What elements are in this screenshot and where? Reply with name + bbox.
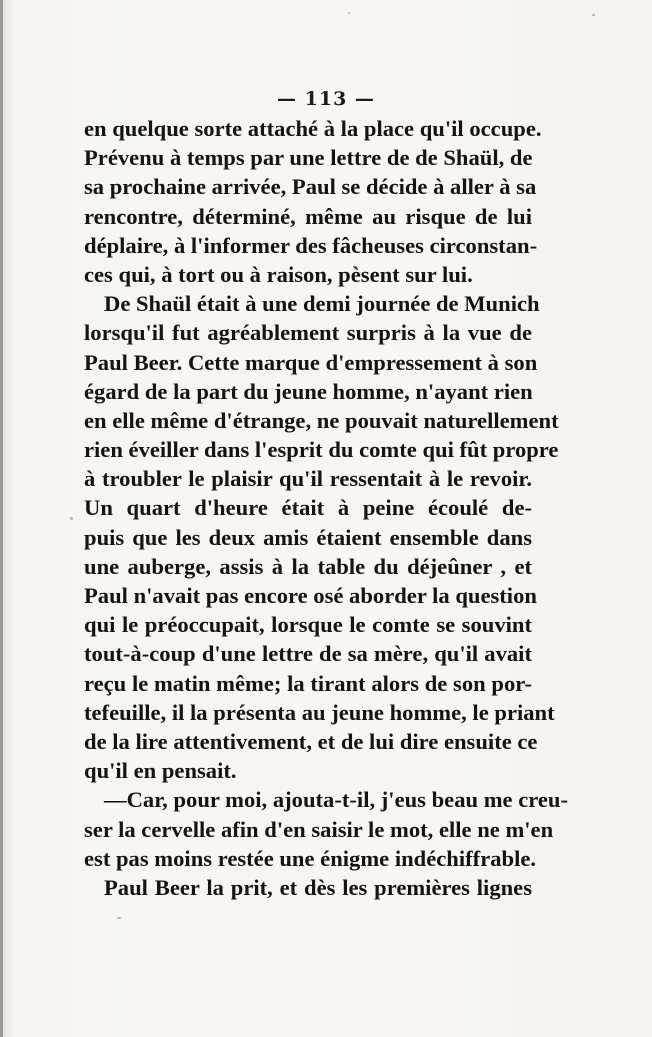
paper-speck bbox=[592, 14, 595, 16]
body-text bbox=[84, 114, 568, 902]
text-line: rien éveiller dans l'esprit du comte qui fût propre bbox=[84, 437, 559, 463]
page-number: — 113 — bbox=[277, 88, 375, 110]
text-line: lorsqu'il fut agréablement surpris à la vue de bbox=[84, 320, 532, 346]
text-line: —Car, pour moi, ajouta-t-il, j'eus beau me creu- bbox=[104, 787, 568, 813]
text-line: reçu le matin même; la tirant alors de son por- bbox=[84, 670, 532, 696]
text-line: Paul Beer la prit, et dès les premières lignes bbox=[104, 874, 532, 900]
text-line: Paul Beer. Cette marque d'empressement à son bbox=[84, 349, 538, 375]
text-line: ces qui, à tort ou à raison, pèsent sur lui. bbox=[84, 261, 473, 287]
text-line: tout-à-coup d'une lettre de sa mère, qu'il avait bbox=[84, 641, 532, 667]
text-line: rencontre, déterminé, même au risque de lui bbox=[84, 203, 532, 229]
text-line: en elle même d'étrange, ne pouvait naturellement bbox=[84, 407, 559, 433]
text-line: Paul n'avait pas encore osé aborder la question bbox=[84, 583, 537, 608]
text-line: déplaire, à l'informer des fâcheuses circonstan- bbox=[84, 232, 538, 258]
page-binding-edge bbox=[0, 0, 3, 1037]
text-line: puis que les deux amis étaient ensemble dans bbox=[84, 524, 532, 550]
text-line: ser la cervelle afin d'en saisir le mot, elle ne m'en bbox=[84, 816, 554, 842]
text-line: qu'il en pensait. bbox=[84, 758, 237, 784]
paper-speck bbox=[117, 917, 121, 919]
text-line: en quelque sorte attaché à la place qu'il occupe. bbox=[84, 116, 542, 141]
text-line: une auberge, assis à la table du déjeûner , et bbox=[84, 553, 532, 579]
text-line: qui le préoccupait, lorsque le comte se souvint bbox=[84, 612, 532, 638]
text-line: de la lire attentivement, et de lui dire ensuite ce bbox=[84, 728, 538, 754]
text-line: est pas moins restée une énigme indéchiffrable. bbox=[84, 845, 537, 871]
text-line: sa prochaine arrivée, Paul se décide à aller à sa bbox=[84, 174, 537, 200]
text-line: Un quart d'heure était à peine écoulé de- bbox=[84, 495, 532, 521]
text-line: Prévenu à temps par une lettre de de Shaül, de bbox=[84, 145, 533, 171]
paper-speck bbox=[70, 517, 73, 520]
text-line: De Shaül était à une demi journée de Munich bbox=[104, 291, 540, 317]
text-line: à troubler le plaisir qu'il ressentait à le revoir. bbox=[84, 466, 532, 492]
text-line: égard de la part du jeune homme, n'ayant rien bbox=[84, 378, 533, 404]
text-line: tefeuille, il la présenta au jeune homme, le priant bbox=[84, 699, 555, 725]
paper-speck bbox=[348, 12, 350, 14]
